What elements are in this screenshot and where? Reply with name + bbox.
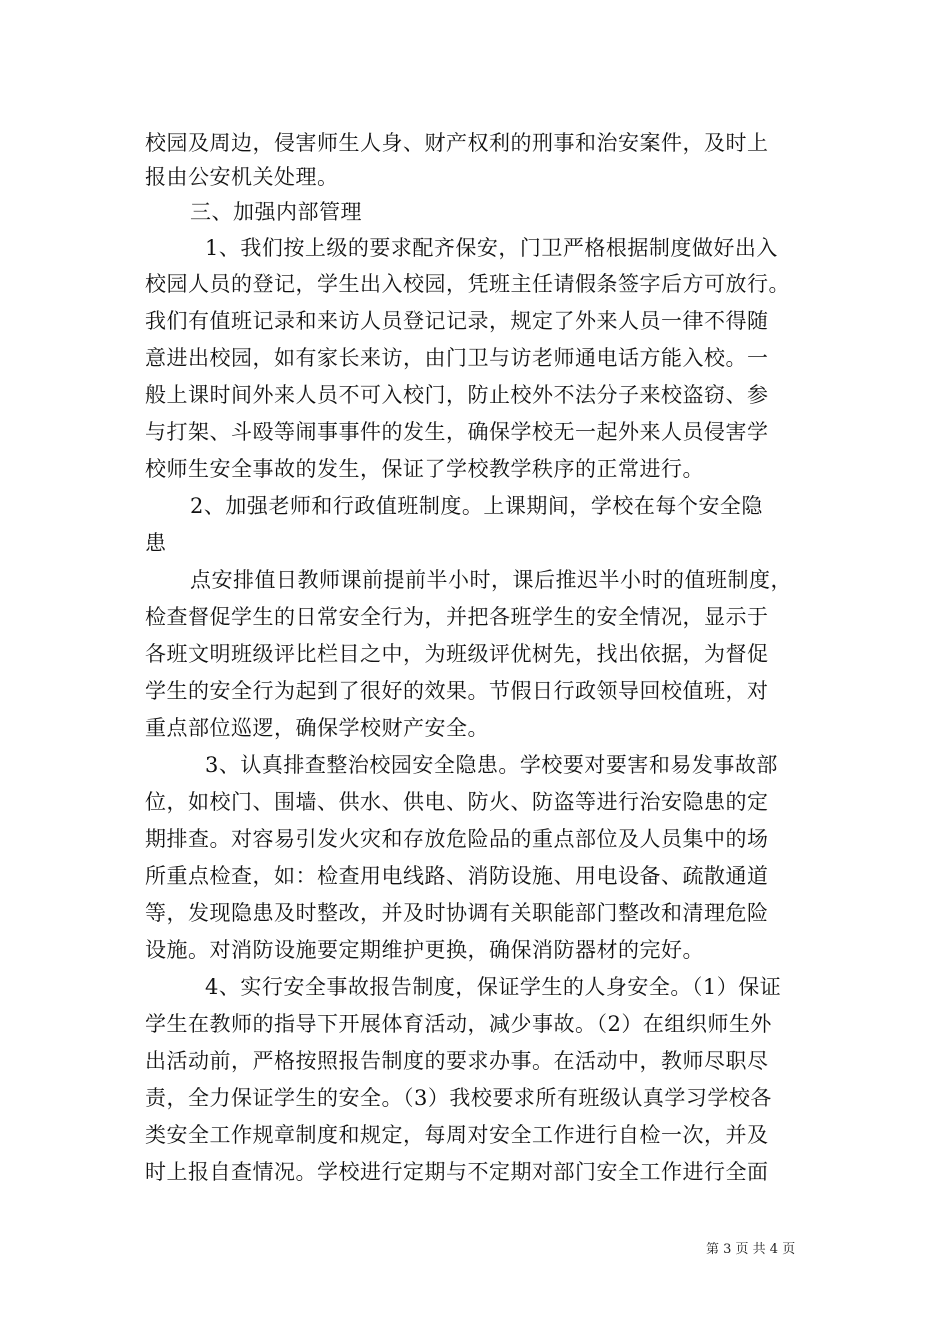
text-line: 所重点检查，如：检查用电线路、消防设施、用电设备、疏散通道 [145,864,769,888]
text-line: 患 [145,531,167,555]
text-line: 检查督促学生的日常安全行为，并把各班学生的安全情况，显示于 [145,605,769,629]
text-line: 等，发现隐患及时整改，并及时协调有关职能部门整改和清理危险 [145,901,769,925]
text-line: 点安排值日教师课前提前半小时，课后推迟半小时的值班制度， [190,568,792,592]
text-line: 时上报自查情况。学校进行定期与不定期对部门安全工作进行全面 [145,1160,769,1184]
text-line: 各班文明班级评比栏目之中，为班级评优树先，找出依据，为督促 [145,642,769,666]
text-line: 设施。对消防设施要定期维护更换，确保消防器材的完好。 [145,938,704,962]
text-line: 期排查。对容易引发火灾和存放危险品的重点部位及人员集中的场 [145,827,769,851]
text-line: 校园及周边，侵害师生人身、财产权利的刑事和治安案件，及时上 [145,131,769,155]
text-line: 出活动前，严格按照报告制度的要求办事。在活动中，教师尽职尽 [145,1049,769,1073]
section-heading: 三、加强内部管理 [190,200,362,224]
text-line: 意进出校园，如有家长来访，由门卫与访老师通电话方能入校。一 [145,346,769,370]
text-line: 般上课时间外来人员不可入校门，防止校外不法分子来校盗窃、参 [145,383,769,407]
text-line: 我们有值班记录和来访人员登记记录，规定了外来人员一律不得随 [145,309,769,333]
text-line: 报由公安机关处理。 [145,165,339,189]
text-line: 学生在教师的指导下开展体育活动，减少事故。（2）在组织师生外 [145,1012,772,1036]
text-line: 与打架、斗殴等闹事事件的发生，确保学校无一起外来人员侵害学 [145,420,769,444]
text-line: 3、认真排查整治校园安全隐患。学校要对要害和易发事故部 [205,753,778,777]
text-line: 位，如校门、围墙、供水、供电、防火、防盗等进行治安隐患的定 [145,790,769,814]
text-line: 校师生安全事故的发生，保证了学校教学秩序的正常进行。 [145,457,704,481]
text-line: 责，全力保证学生的安全。（3）我校要求所有班级认真学习学校各 [145,1086,772,1110]
text-line: 学生的安全行为起到了很好的效果。节假日行政领导回校值班，对 [145,679,769,703]
text-line: 4、实行安全事故报告制度，保证学生的人身安全。（1）保证 [205,975,782,999]
page-number: 第 3 页 共 4 页 [706,1242,796,1257]
text-line: 校园人员的登记，学生出入校园，凭班主任请假条签字后方可放行。 [145,272,790,296]
text-line: 1、我们按上级的要求配齐保安，门卫严格根据制度做好出入 [205,236,778,260]
text-line: 重点部位巡逻，确保学校财产安全。 [145,716,489,740]
text-line: 2、加强老师和行政值班制度。上课期间，学校在每个安全隐 [190,494,763,518]
text-line: 类安全工作规章制度和规定，每周对安全工作进行自检一次，并及 [145,1123,769,1147]
